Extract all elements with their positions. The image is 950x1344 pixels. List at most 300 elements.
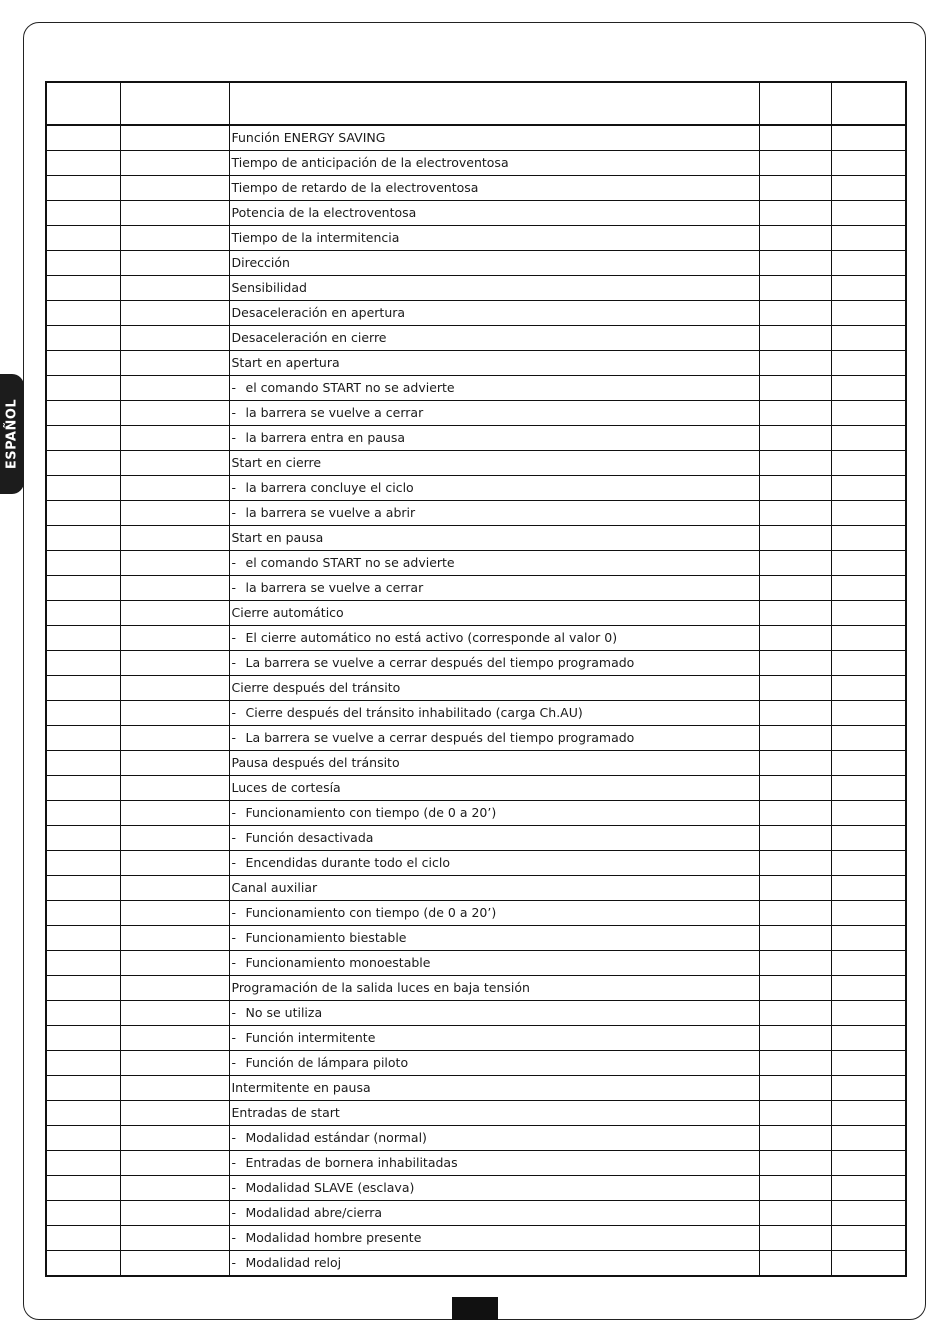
empty-cell xyxy=(759,226,831,251)
table-row xyxy=(46,951,906,976)
empty-cell xyxy=(831,201,906,226)
empty-cell xyxy=(831,601,906,626)
empty-cell xyxy=(46,626,120,651)
empty-cell xyxy=(759,1101,831,1126)
header-cell-1 xyxy=(46,82,120,125)
empty-cell xyxy=(46,776,120,801)
empty-cell xyxy=(759,776,831,801)
option-description xyxy=(229,901,759,926)
empty-cell xyxy=(46,976,120,1001)
parameter-description: Start en apertura xyxy=(229,351,759,376)
empty-cell xyxy=(831,651,906,676)
table-row xyxy=(46,676,906,701)
option-description xyxy=(229,401,759,426)
empty-cell xyxy=(831,151,906,176)
empty-cell xyxy=(759,626,831,651)
empty-cell xyxy=(831,751,906,776)
empty-cell xyxy=(759,201,831,226)
option-text: El cierre automático no está activo (corresponde al valor 0) xyxy=(245,630,618,645)
empty-cell xyxy=(46,876,120,901)
empty-cell xyxy=(759,276,831,301)
empty-cell xyxy=(120,351,229,376)
list-dash: - xyxy=(231,555,237,570)
option-description xyxy=(229,1251,759,1277)
empty-cell xyxy=(759,125,831,151)
parameter-description: Desaceleración en cierre xyxy=(229,326,759,351)
empty-cell xyxy=(831,951,906,976)
empty-cell xyxy=(46,351,120,376)
empty-cell xyxy=(120,476,229,501)
empty-cell xyxy=(120,1201,229,1226)
empty-cell xyxy=(759,1176,831,1201)
empty-cell xyxy=(46,1151,120,1176)
option-description xyxy=(229,951,759,976)
option-description xyxy=(229,576,759,601)
table-row xyxy=(46,1076,906,1101)
list-dash: - xyxy=(231,930,237,945)
option-description xyxy=(229,826,759,851)
empty-cell xyxy=(759,1251,831,1277)
empty-cell xyxy=(120,151,229,176)
empty-cell xyxy=(120,576,229,601)
list-dash: - xyxy=(231,1205,237,1220)
empty-cell xyxy=(759,551,831,576)
empty-cell xyxy=(831,1001,906,1026)
empty-cell xyxy=(759,701,831,726)
list-dash: - xyxy=(231,430,237,445)
table-row xyxy=(46,876,906,901)
empty-cell xyxy=(120,876,229,901)
empty-cell xyxy=(831,676,906,701)
empty-cell xyxy=(831,851,906,876)
empty-cell xyxy=(46,1051,120,1076)
option-text: Funcionamiento con tiempo (de 0 a 20’) xyxy=(245,805,497,820)
empty-cell xyxy=(120,526,229,551)
list-dash: - xyxy=(231,830,237,845)
header-cell-4 xyxy=(759,82,831,125)
empty-cell xyxy=(831,1126,906,1151)
option-text: Funcionamiento biestable xyxy=(245,930,407,945)
empty-cell xyxy=(759,476,831,501)
empty-cell xyxy=(46,901,120,926)
empty-cell xyxy=(759,926,831,951)
option-description xyxy=(229,376,759,401)
empty-cell xyxy=(120,276,229,301)
table-row xyxy=(46,201,906,226)
empty-cell xyxy=(831,426,906,451)
table-row xyxy=(46,176,906,201)
option-text: Modalidad SLAVE (esclava) xyxy=(245,1180,415,1195)
table-row xyxy=(46,801,906,826)
table-row xyxy=(46,301,906,326)
parameter-description: Intermitente en pausa xyxy=(229,1076,759,1101)
empty-cell xyxy=(831,1026,906,1051)
empty-cell xyxy=(831,526,906,551)
table-row xyxy=(46,601,906,626)
empty-cell xyxy=(759,301,831,326)
list-dash: - xyxy=(231,1230,237,1245)
empty-cell xyxy=(759,176,831,201)
list-dash: - xyxy=(231,1180,237,1195)
empty-cell xyxy=(831,1101,906,1126)
empty-cell xyxy=(759,651,831,676)
empty-cell xyxy=(831,476,906,501)
empty-cell xyxy=(831,726,906,751)
option-text: Funcionamiento monoestable xyxy=(245,955,431,970)
empty-cell xyxy=(120,1026,229,1051)
empty-cell xyxy=(831,976,906,1001)
table-row xyxy=(46,376,906,401)
empty-cell xyxy=(759,801,831,826)
empty-cell xyxy=(831,1176,906,1201)
empty-cell xyxy=(46,301,120,326)
empty-cell xyxy=(46,226,120,251)
empty-cell xyxy=(759,851,831,876)
empty-cell xyxy=(759,526,831,551)
option-text: la barrera se vuelve a abrir xyxy=(245,505,416,520)
empty-cell xyxy=(46,251,120,276)
empty-cell xyxy=(831,576,906,601)
empty-cell xyxy=(831,451,906,476)
page-number-tab xyxy=(452,1297,498,1320)
table-row xyxy=(46,851,906,876)
parameter-description: Tiempo de anticipación de la electroventosa xyxy=(229,151,759,176)
option-description xyxy=(229,851,759,876)
table-header-row xyxy=(46,82,906,125)
empty-cell xyxy=(831,326,906,351)
option-text: Modalidad hombre presente xyxy=(245,1230,422,1245)
option-text: Función de lámpara piloto xyxy=(245,1055,409,1070)
empty-cell xyxy=(46,526,120,551)
empty-cell xyxy=(759,951,831,976)
empty-cell xyxy=(831,1151,906,1176)
list-dash: - xyxy=(231,730,237,745)
empty-cell xyxy=(759,751,831,776)
table-row xyxy=(46,125,906,151)
option-description xyxy=(229,701,759,726)
list-dash: - xyxy=(231,380,237,395)
list-dash: - xyxy=(231,905,237,920)
list-dash: - xyxy=(231,505,237,520)
parameter-description: Start en pausa xyxy=(229,526,759,551)
empty-cell xyxy=(120,251,229,276)
empty-cell xyxy=(46,551,120,576)
empty-cell xyxy=(831,701,906,726)
empty-cell xyxy=(46,501,120,526)
empty-cell xyxy=(46,125,120,151)
table-row xyxy=(46,251,906,276)
option-text: la barrera concluye el ciclo xyxy=(245,480,414,495)
empty-cell xyxy=(120,801,229,826)
empty-cell xyxy=(46,1101,120,1126)
empty-cell xyxy=(831,401,906,426)
empty-cell xyxy=(759,1076,831,1101)
empty-cell xyxy=(759,351,831,376)
option-description xyxy=(229,1226,759,1251)
empty-cell xyxy=(46,176,120,201)
parameter-description: Desaceleración en apertura xyxy=(229,301,759,326)
empty-cell xyxy=(831,1076,906,1101)
option-text: Modalidad estándar (normal) xyxy=(245,1130,427,1145)
empty-cell xyxy=(831,776,906,801)
empty-cell xyxy=(46,601,120,626)
empty-cell xyxy=(120,326,229,351)
table-row xyxy=(46,526,906,551)
empty-cell xyxy=(831,226,906,251)
empty-cell xyxy=(46,1001,120,1026)
empty-cell xyxy=(120,976,229,1001)
empty-cell xyxy=(120,1176,229,1201)
table-row xyxy=(46,351,906,376)
option-text: la barrera se vuelve a cerrar xyxy=(245,580,424,595)
option-description xyxy=(229,1126,759,1151)
empty-cell xyxy=(759,726,831,751)
table-row xyxy=(46,826,906,851)
table-row xyxy=(46,726,906,751)
table-row xyxy=(46,1126,906,1151)
option-description xyxy=(229,476,759,501)
empty-cell xyxy=(46,576,120,601)
empty-cell xyxy=(46,476,120,501)
option-description xyxy=(229,1026,759,1051)
parameter-description: Cierre automático xyxy=(229,601,759,626)
option-text: el comando START no se advierte xyxy=(245,555,455,570)
list-dash: - xyxy=(231,655,237,670)
empty-cell xyxy=(46,1251,120,1277)
empty-cell xyxy=(46,751,120,776)
table-row xyxy=(46,1026,906,1051)
empty-cell xyxy=(46,201,120,226)
table-row xyxy=(46,901,906,926)
empty-cell xyxy=(120,726,229,751)
empty-cell xyxy=(46,1176,120,1201)
empty-cell xyxy=(831,301,906,326)
table-row xyxy=(46,501,906,526)
option-text: Modalidad abre/cierra xyxy=(245,1205,383,1220)
empty-cell xyxy=(831,376,906,401)
option-text: Entradas de bornera inhabilitadas xyxy=(245,1155,458,1170)
option-description xyxy=(229,651,759,676)
empty-cell xyxy=(831,276,906,301)
empty-cell xyxy=(46,1076,120,1101)
table-row xyxy=(46,1101,906,1126)
list-dash: - xyxy=(231,955,237,970)
option-text: la barrera se vuelve a cerrar xyxy=(245,405,424,420)
list-dash: - xyxy=(231,480,237,495)
parameter-description: Tiempo de la intermitencia xyxy=(229,226,759,251)
empty-cell xyxy=(831,176,906,201)
table-row xyxy=(46,401,906,426)
list-dash: - xyxy=(231,1130,237,1145)
empty-cell xyxy=(831,801,906,826)
table-row xyxy=(46,1226,906,1251)
option-description xyxy=(229,426,759,451)
table-row xyxy=(46,476,906,501)
empty-cell xyxy=(831,626,906,651)
empty-cell xyxy=(831,1226,906,1251)
option-text: Función intermitente xyxy=(245,1030,376,1045)
empty-cell xyxy=(831,826,906,851)
empty-cell xyxy=(120,1126,229,1151)
empty-cell xyxy=(46,426,120,451)
empty-cell xyxy=(46,276,120,301)
option-text: el comando START no se advierte xyxy=(245,380,455,395)
parameter-description: Luces de cortesía xyxy=(229,776,759,801)
empty-cell xyxy=(46,826,120,851)
header-cell-2 xyxy=(120,82,229,125)
empty-cell xyxy=(759,676,831,701)
parameter-description: Start en cierre xyxy=(229,451,759,476)
empty-cell xyxy=(46,401,120,426)
option-text: Encendidas durante todo el ciclo xyxy=(245,855,451,870)
empty-cell xyxy=(831,1051,906,1076)
language-tab-label: ESPAÑOL xyxy=(4,398,20,470)
empty-cell xyxy=(120,401,229,426)
empty-cell xyxy=(759,976,831,1001)
option-text: La barrera se vuelve a cerrar después del tiempo programado xyxy=(245,730,635,745)
table-row xyxy=(46,626,906,651)
empty-cell xyxy=(759,251,831,276)
empty-cell xyxy=(120,1251,229,1277)
empty-cell xyxy=(46,326,120,351)
empty-cell xyxy=(831,1201,906,1226)
empty-cell xyxy=(120,601,229,626)
table-row xyxy=(46,551,906,576)
empty-cell xyxy=(759,451,831,476)
empty-cell xyxy=(831,1251,906,1277)
table-row xyxy=(46,1001,906,1026)
empty-cell xyxy=(759,601,831,626)
option-description xyxy=(229,926,759,951)
empty-cell xyxy=(120,776,229,801)
empty-cell xyxy=(831,551,906,576)
list-dash: - xyxy=(231,705,237,720)
table-row xyxy=(46,776,906,801)
empty-cell xyxy=(46,1026,120,1051)
option-description xyxy=(229,551,759,576)
empty-cell xyxy=(759,401,831,426)
table-row xyxy=(46,701,906,726)
list-dash: - xyxy=(231,630,237,645)
table-row xyxy=(46,651,906,676)
empty-cell xyxy=(759,1001,831,1026)
option-text: La barrera se vuelve a cerrar después del tiempo programado xyxy=(245,655,635,670)
parameter-description: Sensibilidad xyxy=(229,276,759,301)
option-text: Modalidad reloj xyxy=(245,1255,342,1270)
option-text: No se utiliza xyxy=(245,1005,323,1020)
empty-cell xyxy=(120,426,229,451)
empty-cell xyxy=(120,751,229,776)
empty-cell xyxy=(759,501,831,526)
table-row xyxy=(46,326,906,351)
empty-cell xyxy=(759,1226,831,1251)
empty-cell xyxy=(46,1226,120,1251)
list-dash: - xyxy=(231,1055,237,1070)
list-dash: - xyxy=(231,405,237,420)
parameter-description: Dirección xyxy=(229,251,759,276)
option-description xyxy=(229,1051,759,1076)
table-row xyxy=(46,1051,906,1076)
option-text: Funcionamiento con tiempo (de 0 a 20’) xyxy=(245,905,497,920)
option-description xyxy=(229,1201,759,1226)
empty-cell xyxy=(759,826,831,851)
empty-cell xyxy=(759,1126,831,1151)
table-row xyxy=(46,451,906,476)
parameter-description: Función ENERGY SAVING xyxy=(229,125,759,151)
table-row xyxy=(46,751,906,776)
table-body xyxy=(46,125,906,1276)
option-description xyxy=(229,626,759,651)
language-tab xyxy=(0,374,24,494)
list-dash: - xyxy=(231,855,237,870)
empty-cell xyxy=(46,1126,120,1151)
empty-cell xyxy=(120,926,229,951)
empty-cell xyxy=(120,301,229,326)
empty-cell xyxy=(120,1226,229,1251)
option-description xyxy=(229,1001,759,1026)
empty-cell xyxy=(46,651,120,676)
option-text: Cierre después del tránsito inhabilitado (carga Ch.AU) xyxy=(245,705,583,720)
table-row xyxy=(46,926,906,951)
option-description xyxy=(229,501,759,526)
list-dash: - xyxy=(231,1155,237,1170)
empty-cell xyxy=(759,576,831,601)
table-row xyxy=(46,276,906,301)
parameter-description: Tiempo de retardo de la electroventosa xyxy=(229,176,759,201)
list-dash: - xyxy=(231,1255,237,1270)
empty-cell xyxy=(831,501,906,526)
empty-cell xyxy=(46,801,120,826)
list-dash: - xyxy=(231,1005,237,1020)
empty-cell xyxy=(120,1076,229,1101)
empty-cell xyxy=(120,176,229,201)
empty-cell xyxy=(831,876,906,901)
empty-cell xyxy=(759,326,831,351)
list-dash: - xyxy=(231,805,237,820)
parameter-description: Cierre después del tránsito xyxy=(229,676,759,701)
empty-cell xyxy=(46,676,120,701)
option-text: la barrera entra en pausa xyxy=(245,430,406,445)
parameter-description: Programación de la salida luces en baja tensión xyxy=(229,976,759,1001)
empty-cell xyxy=(759,1026,831,1051)
empty-cell xyxy=(831,251,906,276)
option-description xyxy=(229,1176,759,1201)
empty-cell xyxy=(831,125,906,151)
empty-cell xyxy=(120,226,229,251)
empty-cell xyxy=(120,951,229,976)
list-dash: - xyxy=(231,1030,237,1045)
table-row xyxy=(46,976,906,1001)
empty-cell xyxy=(46,726,120,751)
empty-cell xyxy=(120,201,229,226)
empty-cell xyxy=(759,376,831,401)
header-cell-5 xyxy=(831,82,906,125)
empty-cell xyxy=(831,351,906,376)
empty-cell xyxy=(120,676,229,701)
empty-cell xyxy=(120,901,229,926)
empty-cell xyxy=(46,701,120,726)
empty-cell xyxy=(831,901,906,926)
header-cell-3 xyxy=(229,82,759,125)
empty-cell xyxy=(120,851,229,876)
empty-cell xyxy=(46,151,120,176)
list-dash: - xyxy=(231,580,237,595)
empty-cell xyxy=(120,376,229,401)
option-description xyxy=(229,801,759,826)
empty-cell xyxy=(120,1151,229,1176)
option-description xyxy=(229,726,759,751)
option-text: Función desactivada xyxy=(245,830,374,845)
